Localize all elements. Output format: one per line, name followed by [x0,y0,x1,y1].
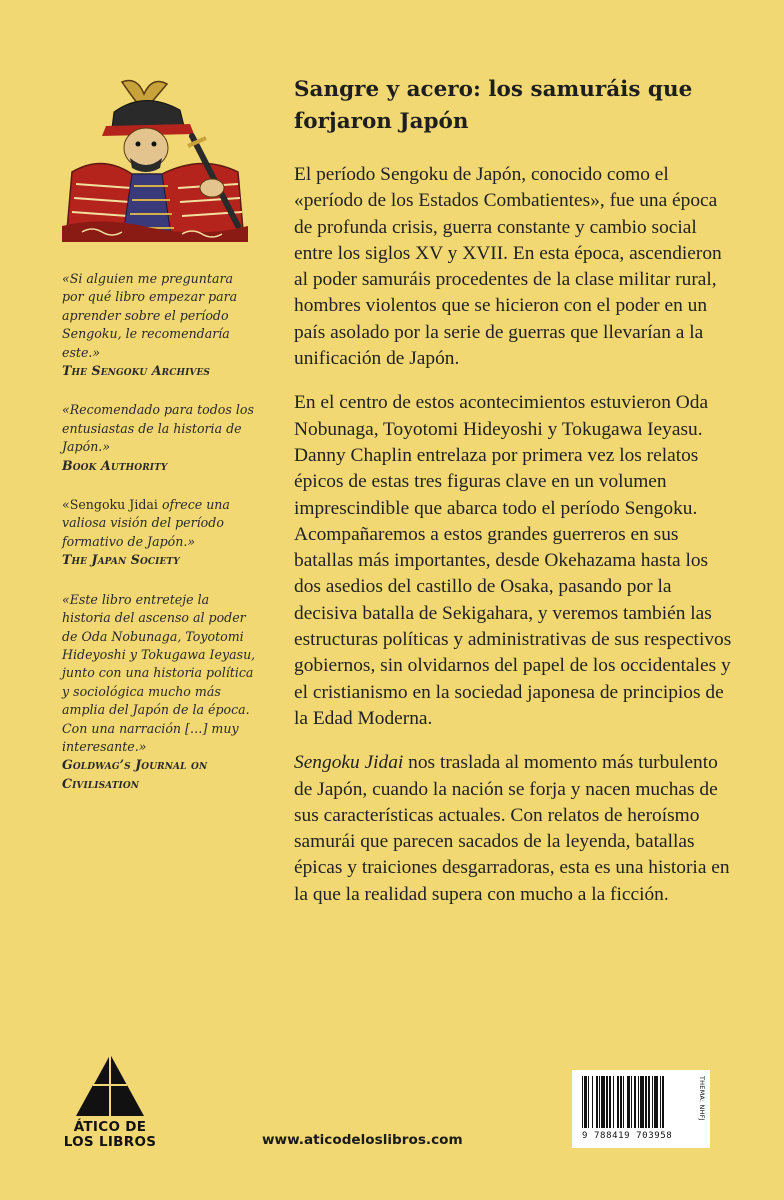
review-quote [62,591,258,793]
synopsis-paragraph: En el centro de estos acontecimientos estuvieron Oda Nobunaga, Toyotomi Hideyoshi y Tokugawa Ieyasu. Danny Chaplin entrelaza por primera vez los relatos épicos de estas tres figuras clave en un volumen imprescindible que abarca todo el período Sengoku. Acompañaremos a estos grandes guerreros en sus batallas más importantes, desde Okehazama hasta los dos asedios del castillo de Osaka, pasando por la decisiva batalla de Sekigahara, y veremos también las estructuras políticas y administrativas de sus respectivos gobiernos, sin olvidarnos del papel de los occidentales y el cristianismo en la sociedad japonesa de principios de la Edad Moderna. [294,392,732,729]
book-title-italic: Sengoku Jidai [294,752,404,774]
samurai-illustration [62,76,248,242]
publisher-logo [62,1052,158,1162]
synopsis-paragraph: El período Sengoku de Japón, conocido como el «período de los Estados Combatientes», fue una época de profunda crisis, guerra constante y cambio social entre los siglos XV y XVII. En esta época, ascendieron al poder samuráis procedentes de la clase militar rural, hombres violentos que se hicieron con el poder en un país asolado por la serie de guerras que llevarían a la unificación de Japón. [294,164,722,370]
quote-source: Goldwag’s Journal on Civilisation [62,757,208,791]
publisher-name-line1: ÁTICO DE [73,1119,147,1135]
publisher-name [62,1120,158,1150]
review-quote [62,496,258,570]
synopsis-paragraph-rest: nos traslada al momento más turbulento de Japón, cuando la nación se forja y nacen muchas de sus características actuales. Con relatos de heroísmo samurái que parecen sacados de la leyenda, batallas épicas y traiciones desgarradoras, esta es una historia en la que la realidad supera con mucho a la ficción. [294,752,730,905]
thema-code: THEMA: NHFJ [698,1076,706,1121]
quote-source: The Japan Society [62,552,180,568]
quote-text: «Recomendado para todos los entusiastas de la historia de Japón.» [62,402,254,455]
quote-text [62,496,258,551]
barcode-bars [582,1076,702,1130]
synopsis-paragraph [294,750,734,908]
review-quote [62,270,258,380]
quote-source: The Sengoku Archives [62,363,211,379]
publisher-url: www.aticodeloslibros.com [262,1132,463,1148]
atico-triangle-logo-icon [74,1052,146,1118]
synopsis-title: Sangre y acero: los samuráis que forjaron Japón [294,77,693,134]
review-quote [62,401,258,475]
quote-source: Book Authority [62,457,168,473]
publisher-name-line2: LOS LIBROS [63,1134,157,1150]
barcode-bar [664,1076,665,1128]
quote-text: «Si alguien me preguntara por qué libro empezar para aprender sobre el período Sengoku, le recomendaría este.» [62,271,238,360]
isbn-number: 9 788419 703958 [582,1131,673,1141]
quote-text: «Este libro entreteje la historia del ascenso al poder de Oda Nobunaga, Toyotomi Hideyoshi y Tokugawa Ieyasu, junto con una historia política y sociológica mucho más amplia del Japón de la época. Con una narración […] muy interesante.» [62,591,256,754]
quote-book-title: «Sengoku Jidai [62,497,158,513]
review-quotes [62,270,258,814]
synopsis [294,74,734,926]
quote-text-rest: ofrece una valiosa visión del período formativo de Japón.» [62,497,230,549]
isbn-barcode [572,1070,710,1148]
